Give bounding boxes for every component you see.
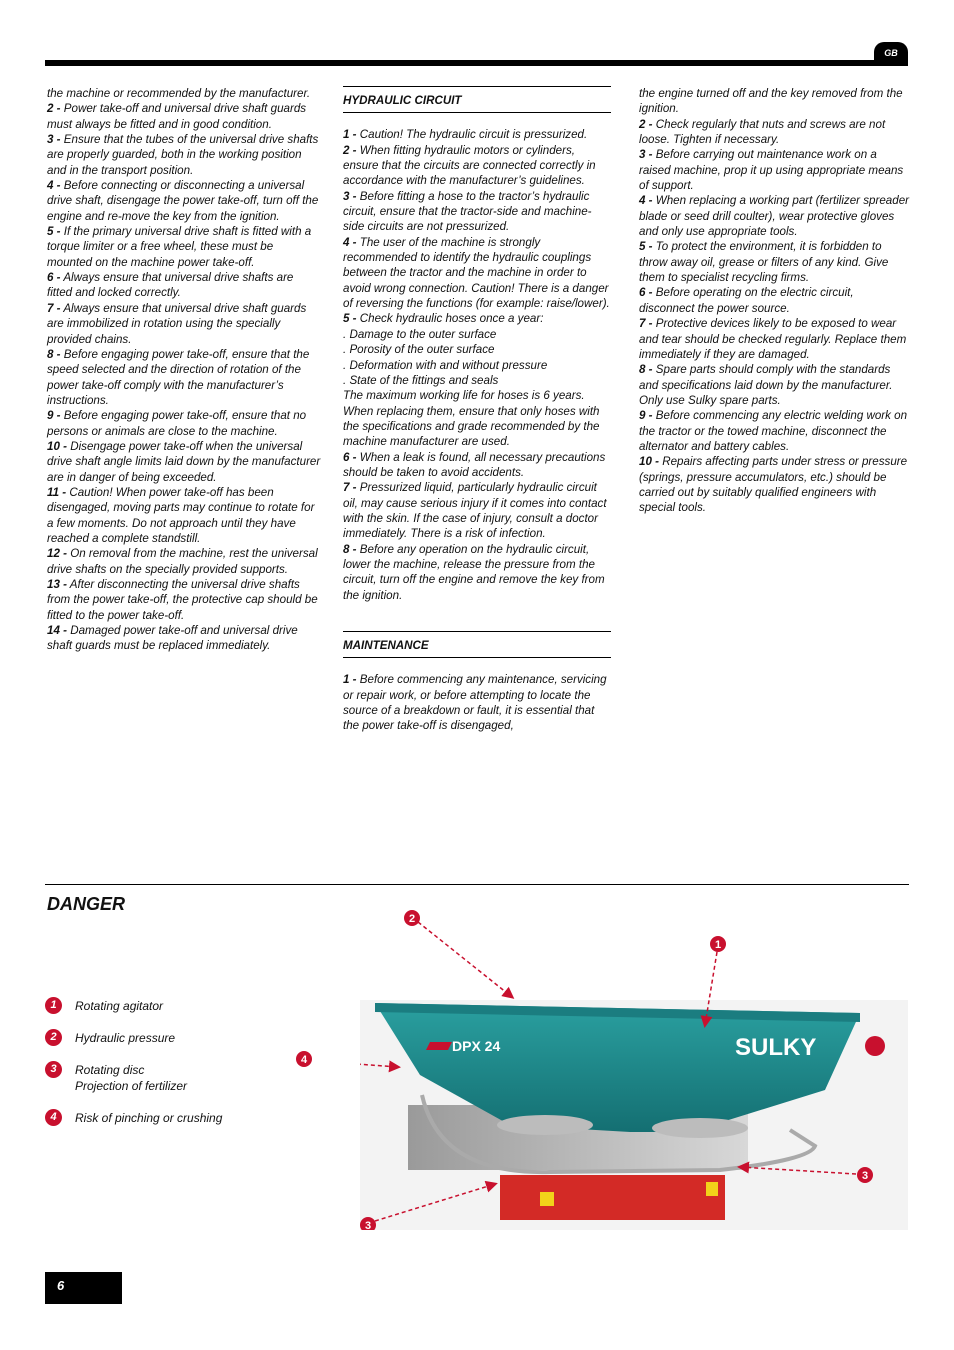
item-number: 5 - — [343, 312, 357, 326]
list-item — [639, 193, 911, 239]
maintenance-list — [343, 672, 611, 733]
callout-number: 4 — [300, 1054, 308, 1066]
item-number: 6 - — [343, 450, 357, 464]
item-number: 8 - — [47, 347, 61, 361]
column-2 — [343, 86, 611, 734]
list-item — [343, 342, 611, 357]
item-number: 14 - — [47, 624, 67, 638]
list-item — [47, 301, 321, 347]
list-item — [47, 132, 321, 178]
legend-number-badge: 1 — [45, 997, 62, 1014]
callout-number: 3 — [861, 1170, 869, 1182]
item-number: 6 - — [47, 271, 61, 285]
item-text: Before commencing any maintenance, servicing or repair work, or before attempting to locate the source of a breakdown or fault, it is essential that the power take-off is disengaged, — [343, 673, 607, 733]
list-item — [47, 224, 321, 270]
item-number: 1 - — [343, 673, 357, 687]
list-item — [343, 127, 611, 142]
item-text: When fitting hydraulic motors or cylinders, ensure that the circuits are connected correctly in accordance with the manufacturer’s guidelines. — [343, 143, 596, 188]
item-text: Disengage power take-off when the universal drive shaft angle limits laid down by the manufacturer are in danger of being exceeded. — [47, 439, 321, 484]
item-text: Before commencing any electric welding work on the tractor or the towed machine, disconnect the alternator and battery cables. — [639, 409, 908, 453]
item-text: To protect the environment, it is forbidden to throw away oil, grease or filters of any kind. Give them to specialist recycling firms. — [639, 240, 889, 285]
item-text: Ensure that the tubes of the universal drive shafts are properly guarded, both in the working position and in the transport position. — [47, 133, 319, 177]
item-text: . State of the fittings and seals — [343, 373, 499, 387]
warning-sticker — [540, 1192, 554, 1206]
list-item — [47, 178, 321, 224]
callout-number: 2 — [408, 913, 416, 925]
red-base — [500, 1175, 725, 1220]
model-label: DPX 24 — [452, 1038, 501, 1054]
list-item — [639, 285, 911, 316]
item-text: the engine turned off and the key removed from the ignition. — [639, 87, 903, 116]
danger-section-rule — [45, 884, 909, 885]
callout-badge — [295, 1050, 315, 1070]
item-number: 9 - — [639, 409, 653, 423]
item-number: 3 - — [639, 148, 653, 162]
item-text: After disconnecting the universal drive shafts from the power take-off, the protective cap should be fitted to the power take-off. — [47, 578, 318, 622]
list-item — [343, 358, 611, 373]
list-item — [343, 388, 611, 449]
list-item — [639, 147, 911, 193]
list-item — [47, 270, 321, 301]
brand-emblem — [865, 1036, 885, 1056]
list-item — [639, 86, 911, 117]
item-number: 2 - — [47, 102, 61, 116]
item-number: 12 - — [47, 547, 67, 561]
item-number: 8 - — [639, 363, 653, 377]
callout-arrow — [418, 922, 512, 997]
list-item — [47, 439, 321, 485]
item-text: Before operating on the electric circuit, disconnect the power source. — [639, 286, 854, 315]
list-item — [47, 347, 321, 408]
list-item — [343, 143, 611, 189]
item-number: 3 - — [343, 189, 357, 203]
item-text: Protective devices likely to be exposed to wear and tear should be checked regularly. Replace them immediately if they are damaged. — [639, 317, 907, 361]
item-text: Check regularly that nuts and screws are not loose. Tighten if necessary. — [639, 117, 886, 147]
list-item — [47, 577, 321, 623]
item-text: When replacing a working part (fertilizer spreader blade or seed drill coulter), wear protective gloves and only use appropriate tools. — [639, 194, 910, 239]
callout-badge — [404, 910, 420, 926]
spreading-disc-right — [652, 1118, 748, 1138]
fertilizer-spreader-illustration — [360, 900, 908, 1230]
item-text: Repairs affecting parts under stress or pressure (springs, pressure accumulators, etc.) should be carried out by suitably qualified engineers with special tools. — [639, 455, 908, 515]
hydraulic-circuit-heading: HYDRAULIC CIRCUIT — [343, 86, 611, 113]
legend-number-badge: 3 — [45, 1061, 62, 1078]
list-item — [47, 623, 321, 654]
item-text: Always ensure that universal drive shaft guards are immobilized in rotation using the specially provided chains. — [47, 301, 307, 346]
brand-logo: SULKY — [735, 1034, 817, 1061]
item-number: 13 - — [47, 578, 67, 591]
item-text: . Deformation with and without pressure — [343, 358, 548, 372]
list-item — [639, 454, 911, 515]
maintenance-heading: MAINTENANCE — [343, 631, 611, 658]
list-item — [47, 408, 321, 439]
list-item — [639, 239, 911, 285]
callout-number: 3 — [364, 1220, 372, 1230]
item-text: Before engaging power take-off, ensure that no persons or animals are close to the machine. — [47, 409, 307, 438]
item-text: Damaged power take-off and universal drive shaft guards must be replaced immediately. — [47, 624, 298, 653]
item-text: the machine or recommended by the manufacturer. — [47, 87, 311, 100]
item-text: The maximum working life for hoses is 6 years. When replacing them, ensure that only hoses with the specifications and grade recommended by the machine manufacturer are used. — [343, 389, 600, 449]
callout-badge — [710, 936, 726, 952]
item-number: 10 - — [47, 439, 67, 453]
item-number: 2 - — [343, 143, 357, 157]
item-text: On removal from the machine, rest the universal drive shafts on the specially provided supports. — [47, 547, 318, 576]
list-item — [639, 362, 911, 408]
list-item — [343, 189, 611, 235]
item-number: 7 - — [343, 481, 357, 495]
legend-number-badge: 4 — [45, 1109, 62, 1126]
list-item — [639, 408, 911, 454]
hydraulic-circuit-list — [343, 127, 611, 603]
list-item — [343, 480, 611, 541]
item-text: Power take-off and universal drive shaft guards must always be fitted and in good condition. — [47, 102, 307, 131]
item-number: 4 - — [639, 194, 653, 208]
legend-text: Rotating agitator — [75, 999, 164, 1013]
warning-sticker — [706, 1182, 718, 1196]
list-item — [343, 235, 611, 312]
list-item — [343, 327, 611, 342]
item-number: 11 - — [47, 485, 67, 499]
item-text: Pressurized liquid, particularly hydraulic circuit oil, may cause serious injury if it comes into contact with the skin. If the case of injury, consult a doctor immediately. There is a risk of infection. — [343, 481, 607, 541]
column-1 — [47, 86, 321, 654]
item-number: 7 - — [47, 301, 61, 315]
list-item — [343, 450, 611, 481]
item-text: Caution! The hydraulic circuit is pressurized. — [359, 128, 588, 142]
list-item — [47, 86, 321, 101]
legend-number-badge: 2 — [45, 1029, 62, 1046]
item-number: 2 - — [639, 117, 653, 131]
header-rule — [45, 60, 907, 66]
language-tab: GB — [874, 42, 908, 66]
list-item — [639, 316, 911, 362]
item-text: Before any operation on the hydraulic circuit, lower the machine, release the pressure from the circuit, turn off the engine and remove the key from the ignition. — [343, 542, 605, 602]
item-text: When a leak is found, all necessary precautions should be taken to avoid accidents. — [343, 450, 606, 479]
item-number: 10 - — [639, 455, 659, 469]
item-number: 4 - — [343, 235, 357, 249]
spreading-disc-left — [497, 1115, 593, 1135]
model-stripe — [426, 1042, 452, 1050]
item-number: 1 - — [343, 128, 357, 142]
list-item — [343, 542, 611, 603]
item-number: 3 - — [47, 133, 61, 147]
item-text: Before engaging power take-off, ensure that the speed selected and the direction of rotation of the power take-off comply with the manufacturer’s instructions. — [47, 347, 310, 407]
legend-text: Risk of pinching or crushing — [75, 1111, 223, 1125]
list-item — [343, 373, 611, 388]
list-item — [343, 672, 611, 733]
callout-number: 1 — [714, 939, 722, 951]
item-number: 4 - — [47, 179, 61, 193]
item-text: Always ensure that universal drive shafts are fitted and locked correctly. — [47, 271, 294, 300]
item-text: . Damage to the outer surface — [343, 327, 497, 341]
item-number: 6 - — [639, 286, 653, 300]
item-number: 7 - — [639, 317, 653, 331]
legend-text: Rotating disc Projection of fertilizer — [75, 1063, 188, 1093]
item-text: Caution! When power take-off has been disengaged, moving parts may continue to rotate for a few moments. Do not approach until they have reached a complete standstill. — [47, 485, 315, 545]
item-text: The user of the machine is strongly recommended to identify the hydraulic couplings between the tractor and the machine in order to avoid wrong connection. Caution! There is a danger of reversing the functions (for example: raise/lower). — [343, 235, 610, 311]
item-text: Before connecting or disconnecting a universal drive shaft, disengage the power take-off, turn off the engine and re-move the key from the ignition. — [47, 179, 319, 223]
item-text: Check hydraulic hoses once a year: — [359, 312, 544, 326]
item-text: If the primary universal drive shaft is fitted with a torque limiter or a free wheel, these must be mounted on the machine power take-off. — [47, 225, 312, 269]
item-text: Before fitting a hose to the tractor’s hydraulic circuit, ensure that the tractor-side and machine-side circuits are not pressurized. — [343, 189, 592, 234]
danger-heading: DANGER — [47, 894, 126, 914]
item-number: 9 - — [47, 409, 61, 423]
list-item — [47, 546, 321, 577]
item-text: . Porosity of the outer surface — [343, 343, 495, 357]
list-item — [47, 101, 321, 132]
item-number: 8 - — [343, 542, 357, 556]
list-item — [343, 311, 611, 326]
item-number: 5 - — [47, 225, 61, 239]
callout-badge — [857, 1167, 873, 1183]
item-number: 5 - — [639, 240, 653, 254]
item-text: Spare parts should comply with the standards and specifications laid down by the manufacturer. Only use Sulky spare parts. — [639, 363, 893, 407]
item-text: Before carrying out maintenance work on a raised machine, prop it up using appropriate means of support. — [639, 148, 904, 193]
list-item — [639, 117, 911, 148]
column-3 — [639, 86, 911, 516]
legend-text: Hydraulic pressure — [75, 1031, 176, 1045]
page-number: 6 — [45, 1272, 122, 1304]
list-item — [47, 485, 321, 546]
